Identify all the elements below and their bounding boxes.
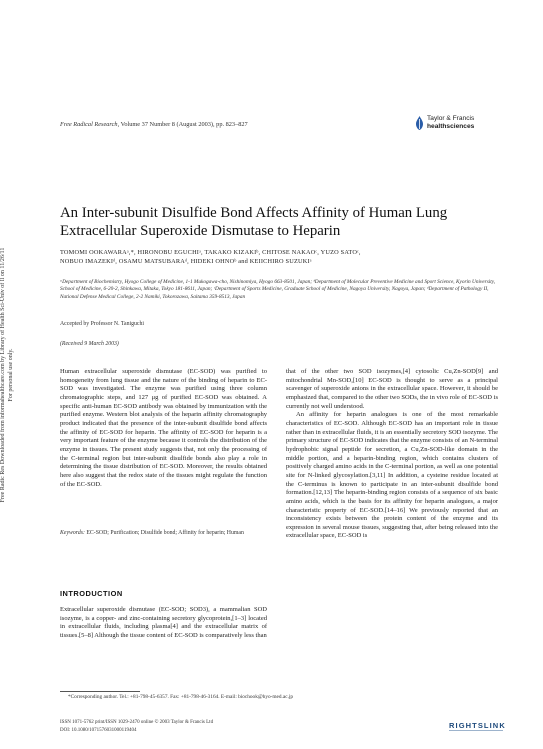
author-list bbox=[60, 248, 500, 266]
right-paragraph-2: An affinity for heparin analogues is one of the most remarkable characteristics of EC-SOD. Although EC-SOD has an important role in tissue rather than in extracellular fluids, it is an essentially secretory SOD isozyme. The primary structure of EC-SOD indicates that the enzyme consists of an N-terminal hydrophobic signal peptide for secretion, a Cu,Zn-SOD-like domain in the middle portion, and a heparin-binding region, which contains clusters of positively charged amino acids in the C-terminal portion, as well as one potential site for N-linked glycosylation.[3,11] In addition, a cysteine residue located at the C-terminus is known to participate in an inter-subunit disulfide bond formation.[12,13] The heparin-binding region consists of a sequence of six basic amino acids, which is the basis for its affinity for heparin analogues, a major characteristic property of EC-SOD.[14–16] We previously reported that an inconsistency exists between the protein content of the enzyme and its expression in several mouse tissues, suggesting that, after being released into the extracellular space, EC-SOD is bbox=[286, 411, 498, 540]
publisher-logo bbox=[415, 113, 495, 135]
keywords-label: Keywords: bbox=[60, 530, 85, 536]
publisher-name: Taylor & Francis bbox=[427, 115, 475, 122]
download-sidebar-note: Free Radic Res Downloaded from informahealthcare.com by Library of Health Sci-Univ of Il on 11/26/11 For personal use only. bbox=[0, 247, 14, 503]
introduction-paragraph: Extracellular superoxide dismutase (EC-SOD; SOD3), a mammalian SOD isozyme, is a copper- and zinc-containing secretory glycoprotein,[1–3] located in extracellular fluids, including plasma[4] and the extracellular matrix of tissues.[5–8] Although the tissue content of EC-SOD is comparatively less than bbox=[60, 606, 267, 639]
keywords-list: EC-SOD; Purification; Disulfide bond; Affinity for heparin; Human bbox=[84, 530, 244, 536]
rightslink-logo[interactable] bbox=[449, 721, 509, 735]
rightslink-text: RIGHTSLINK bbox=[449, 721, 506, 730]
affiliations: ᵃDepartment of Biochemistry, Hyogo College of Medicine, 1-1 Mukogawa-cho, Nishinomiya, Hyogo 663-8501, Japan; ᵇDepartment of Molecular Preventive Medicine and Sport Science, Kyorin University, School of Medicine, 6-20-2, Shinkawa, Mitaka, Tokyo 181-8611, Japan; ᶜDepartment of Sports Medicine, Graduate School of Medicine, Nagoya University, Nagoya, Japan; ᵈDepartment of Pathology II, National Defense Medical College, 2-2 Namiki, Tokorozawa, Saitama 359-8513, Japan bbox=[60, 279, 496, 300]
taylor-francis-logo-icon bbox=[415, 115, 424, 131]
footnote-divider bbox=[60, 691, 140, 692]
received-date: (Received 9 March 2003) bbox=[60, 341, 119, 347]
journal-citation bbox=[60, 121, 248, 128]
corresponding-author-footnote: *Corresponding author. Tel.: +81-798-45-6357. Fax: +81-798-46-3164. E-mail: biochook@hyo-med.ac.jp bbox=[68, 694, 294, 700]
section-heading-introduction: INTRODUCTION bbox=[60, 589, 123, 598]
publisher-division: healthsciences bbox=[427, 123, 475, 130]
keywords bbox=[60, 530, 267, 538]
authors-line-2: NOBUO IMAZEKIᵈ, OSAMU MATSUBARAᵈ, HIDEKI OHNOᵇ and KEIICHIRO SUZUKIᵃ bbox=[60, 258, 312, 265]
right-paragraph-1: that of the other two SOD isozymes,[4] cytosolic Cu,Zn-SOD[9] and mitochondrial Mn-SOD,[10] EC-SOD is thought to serve as a principal scavenger of superoxide anions in the extracellular space. However, it should be emphasized that, compared to the other two SODs, the in vivo role of EC-SOD is currently not well understood. bbox=[286, 368, 498, 410]
rightslink-underline bbox=[449, 730, 503, 731]
accepted-by: Accepted by Professor N. Taniguchi bbox=[60, 321, 145, 327]
authors-line-1: TOMOMI OOKAWARAᵃ,*, HIRONOBU EGUCHIᵃ, TAKAKO KIZAKIᵇ, CHITOSE NAKAOᶜ, YUZO SATOᶜ, bbox=[60, 249, 361, 256]
abstract: Human extracellular superoxide dismutase (EC-SOD) was purified to homogeneity from lung tissue and the nature of the binding of heparin to EC-SOD was investigated. The enzyme was purified using three column chromatographic steps, and 127 μg of purified EC-SOD was obtained. A specific anti-human EC-SOD antibody was obtained by immunization with the purified enzyme. Western blot analysis of the heparin affinity chromatography product indicated that the presence of the inter-subunit disulfide bond affects the affinity of EC-SOD for heparin. The affinity of EC-SOD for heparin is a very important feature of the enzyme because it controls the distribution of the enzyme in tissues. The present study suggests that, not only the processing of the C-terminal region but inter-subunit disulfide bonds also play a role in determining the tissue distribution of EC-SOD. Moreover, the results obtained here also suggest that the redox state of the tissues might regulate the function of the EC-SOD. bbox=[60, 368, 267, 488]
journal-volume-info: , Volume 37 Number 8 (August 2003), pp. 823–827 bbox=[117, 121, 248, 128]
article-title: An Inter-subunit Disulfide Bond Affects Affinity of Human Lung Extracellular Superoxide Dismutase to Heparin bbox=[60, 205, 448, 239]
issn-line: ISSN 1071-5762 print/ISSN 1029-2470 online © 2003 Taylor & Francis Ltd bbox=[60, 720, 214, 725]
journal-name: Free Radical Research bbox=[60, 121, 118, 128]
right-column-text bbox=[286, 368, 498, 541]
doi-line: DOI: 10.1080/1071576031000119404 bbox=[60, 728, 137, 733]
